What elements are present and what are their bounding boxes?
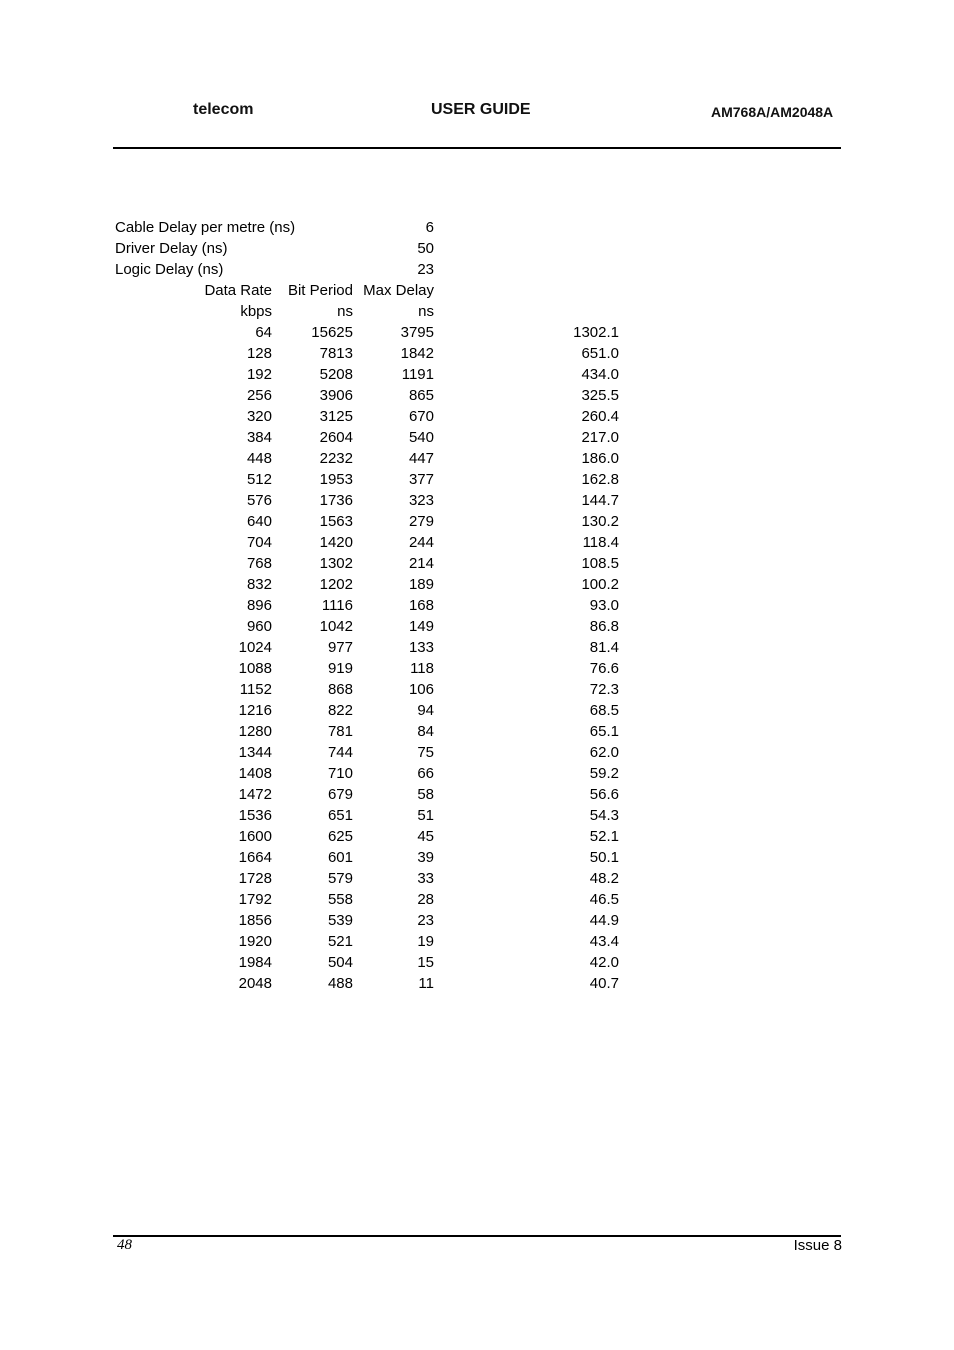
cell-bit-period: 521 <box>327 933 353 950</box>
table-row <box>0 805 954 826</box>
cell-max-delay: 1842 <box>400 345 434 362</box>
cell-data-rate: 1024 <box>238 639 272 656</box>
cell-bit-period: 15625 <box>311 324 353 341</box>
table-row <box>0 385 954 406</box>
cell-data-rate: 640 <box>246 513 272 530</box>
cell-max-length: 50.1 <box>589 849 619 866</box>
cell-max-delay: 133 <box>408 639 434 656</box>
table-row <box>0 868 954 889</box>
cell-max-length: 68.5 <box>589 702 619 719</box>
cell-max-delay: 15 <box>417 954 434 971</box>
cell-bit-period: 822 <box>327 702 353 719</box>
table-row <box>0 784 954 805</box>
cell-bit-period: 2604 <box>319 429 353 446</box>
header-rule <box>113 147 841 149</box>
cell-data-rate: 256 <box>246 387 272 404</box>
table-row <box>0 553 954 574</box>
cell-max-length: 54.3 <box>589 807 619 824</box>
cell-max-delay: 84 <box>417 723 434 740</box>
cell-max-delay: 23 <box>417 912 434 929</box>
cell-bit-period: 3125 <box>319 408 353 425</box>
table-row <box>0 364 954 385</box>
table-row <box>0 448 954 469</box>
footer-rule <box>113 1235 841 1237</box>
cell-max-delay: 45 <box>417 828 434 845</box>
cell-max-delay: 447 <box>408 450 434 467</box>
cell-max-length: 118.4 <box>582 534 619 551</box>
table-row <box>0 910 954 931</box>
cell-max-delay: 3795 <box>400 324 434 341</box>
table-row <box>0 826 954 847</box>
cell-max-delay: 11 <box>418 975 434 992</box>
cell-max-delay: 670 <box>408 408 434 425</box>
table-row <box>0 742 954 763</box>
header-brand: telecom <box>193 101 254 118</box>
cell-max-delay: 279 <box>408 513 434 530</box>
cell-max-delay: 865 <box>408 387 434 404</box>
cell-bit-period: 744 <box>327 744 353 761</box>
cell-max-length: 144.7 <box>581 492 619 509</box>
param-value: 6 <box>425 219 434 236</box>
table-row <box>0 952 954 973</box>
cell-max-length: 434.0 <box>581 366 619 383</box>
cell-bit-period: 781 <box>327 723 353 740</box>
cell-max-delay: 377 <box>408 471 434 488</box>
cell-max-delay: 189 <box>408 576 434 593</box>
cell-bit-period: 3906 <box>319 387 353 404</box>
cell-max-delay: 19 <box>417 933 434 950</box>
cell-data-rate: 192 <box>246 366 272 383</box>
unit-data-rate: kbps <box>240 303 272 320</box>
cell-max-delay: 244 <box>408 534 434 551</box>
cell-bit-period: 1116 <box>321 597 353 614</box>
table-row <box>0 931 954 952</box>
cell-max-length: 162.8 <box>581 471 619 488</box>
column-header-data-rate: Data Rate <box>204 282 272 299</box>
table-row <box>0 343 954 364</box>
cell-data-rate: 1600 <box>238 828 272 845</box>
cell-bit-period: 579 <box>327 870 353 887</box>
cell-bit-period: 625 <box>327 828 353 845</box>
cell-max-delay: 1191 <box>401 366 434 383</box>
cell-bit-period: 2232 <box>319 450 353 467</box>
param-value: 50 <box>417 240 434 257</box>
header-title: USER GUIDE <box>431 101 531 118</box>
cell-max-length: 48.2 <box>589 870 619 887</box>
table-row <box>0 427 954 448</box>
cell-max-length: 186.0 <box>581 450 619 467</box>
cell-data-rate: 512 <box>246 471 272 488</box>
table-row <box>0 595 954 616</box>
table-row <box>0 616 954 637</box>
table-row <box>0 721 954 742</box>
cell-max-delay: 75 <box>417 744 434 761</box>
cell-bit-period: 558 <box>327 891 353 908</box>
cell-data-rate: 64 <box>255 324 272 341</box>
delay-table <box>0 280 954 994</box>
cell-max-delay: 66 <box>417 765 434 782</box>
cell-data-rate: 1280 <box>238 723 272 740</box>
table-row <box>0 490 954 511</box>
column-header-max-delay: Max Delay <box>363 282 434 299</box>
issue-label: Issue 8 <box>793 1237 842 1254</box>
unit-max-delay: ns <box>418 303 434 320</box>
table-row <box>0 637 954 658</box>
cell-max-length: 100.2 <box>581 576 619 593</box>
cell-max-length: 651.0 <box>581 345 619 362</box>
cell-max-length: 56.6 <box>589 786 619 803</box>
cell-max-delay: 33 <box>417 870 434 887</box>
cell-bit-period: 868 <box>327 681 353 698</box>
table-units-row <box>0 301 954 322</box>
cell-bit-period: 977 <box>327 639 353 656</box>
cell-data-rate: 448 <box>246 450 272 467</box>
cell-data-rate: 768 <box>246 555 272 572</box>
cell-data-rate: 576 <box>246 492 272 509</box>
cell-max-length: 52.1 <box>589 828 619 845</box>
cell-max-delay: 168 <box>408 597 434 614</box>
cell-bit-period: 539 <box>327 912 353 929</box>
cell-bit-period: 1563 <box>319 513 353 530</box>
cell-max-delay: 540 <box>408 429 434 446</box>
cell-max-length: 86.8 <box>589 618 619 635</box>
cell-max-length: 325.5 <box>581 387 619 404</box>
cell-bit-period: 1420 <box>319 534 353 551</box>
cell-data-rate: 1344 <box>238 744 272 761</box>
cell-max-length: 42.0 <box>589 954 619 971</box>
cell-max-delay: 214 <box>408 555 434 572</box>
table-row <box>0 322 954 343</box>
cell-max-length: 1302.1 <box>573 324 619 341</box>
table-row <box>0 763 954 784</box>
table-row <box>0 658 954 679</box>
cell-max-length: 130.2 <box>581 513 619 530</box>
cell-data-rate: 1088 <box>238 660 272 677</box>
table-row <box>0 469 954 490</box>
cell-max-length: 72.3 <box>589 681 619 698</box>
cell-bit-period: 710 <box>327 765 353 782</box>
cell-data-rate: 1856 <box>238 912 272 929</box>
table-row <box>0 511 954 532</box>
cell-data-rate: 960 <box>246 618 272 635</box>
table-row <box>0 847 954 868</box>
cell-max-delay: 323 <box>408 492 434 509</box>
cell-data-rate: 832 <box>246 576 272 593</box>
table-row <box>0 889 954 910</box>
unit-bit-period: ns <box>337 303 353 320</box>
cell-max-delay: 58 <box>417 786 434 803</box>
table-row <box>0 679 954 700</box>
cell-max-length: 59.2 <box>589 765 619 782</box>
cell-max-delay: 28 <box>417 891 434 908</box>
param-row <box>115 259 445 280</box>
cell-max-length: 108.5 <box>581 555 619 572</box>
cell-max-length: 62.0 <box>589 744 619 761</box>
cell-bit-period: 601 <box>327 849 353 866</box>
cell-data-rate: 320 <box>246 408 272 425</box>
cell-data-rate: 128 <box>246 345 272 362</box>
header-model: AM768A/AM2048A <box>711 104 834 120</box>
table-row <box>0 406 954 427</box>
cell-bit-period: 1042 <box>319 618 353 635</box>
cell-bit-period: 504 <box>327 954 353 971</box>
cell-max-length: 260.4 <box>581 408 619 425</box>
param-label: Cable Delay per metre (ns) <box>115 219 296 236</box>
cell-bit-period: 1302 <box>319 555 353 572</box>
cell-data-rate: 1920 <box>238 933 272 950</box>
table-row <box>0 700 954 721</box>
cell-bit-period: 651 <box>327 807 353 824</box>
cell-data-rate: 1536 <box>238 807 272 824</box>
table-row <box>0 973 954 994</box>
cell-max-delay: 118 <box>410 660 434 677</box>
cell-max-delay: 51 <box>417 807 434 824</box>
cell-bit-period: 5208 <box>319 366 353 383</box>
cell-data-rate: 1792 <box>238 891 272 908</box>
cell-max-length: 40.7 <box>589 975 619 992</box>
param-row <box>115 217 445 238</box>
param-value: 23 <box>417 261 434 278</box>
cell-max-length: 76.6 <box>589 660 619 677</box>
cell-data-rate: 896 <box>246 597 272 614</box>
cell-data-rate: 384 <box>246 429 272 446</box>
cell-data-rate: 1664 <box>238 849 272 866</box>
cell-max-delay: 149 <box>408 618 434 635</box>
cell-bit-period: 7813 <box>319 345 353 362</box>
cell-data-rate: 1472 <box>238 786 272 803</box>
cell-data-rate: 1728 <box>238 870 272 887</box>
cell-max-length: 93.0 <box>589 597 619 614</box>
cell-bit-period: 919 <box>327 660 353 677</box>
cell-data-rate: 1152 <box>239 681 272 698</box>
cell-data-rate: 1984 <box>238 954 272 971</box>
cell-bit-period: 1736 <box>319 492 353 509</box>
table-row <box>0 532 954 553</box>
cell-max-delay: 94 <box>417 702 434 719</box>
cell-max-delay: 106 <box>408 681 434 698</box>
cell-max-length: 217.0 <box>581 429 619 446</box>
cell-bit-period: 1202 <box>319 576 353 593</box>
param-label: Logic Delay (ns) <box>115 261 224 278</box>
cell-data-rate: 704 <box>246 534 272 551</box>
cell-data-rate: 1408 <box>238 765 272 782</box>
cell-bit-period: 488 <box>327 975 353 992</box>
cell-max-length: 65.1 <box>589 723 619 740</box>
column-header-bit-period: Bit Period <box>287 282 353 299</box>
table-row <box>0 574 954 595</box>
cell-bit-period: 1953 <box>319 471 353 488</box>
table-header-row <box>0 280 954 301</box>
delay-parameters <box>115 217 445 280</box>
cell-max-delay: 39 <box>417 849 434 866</box>
page-number: 48 <box>117 1237 132 1253</box>
cell-bit-period: 679 <box>327 786 353 803</box>
cell-max-length: 46.5 <box>589 891 619 908</box>
cell-max-length: 44.9 <box>589 912 619 929</box>
param-label: Driver Delay (ns) <box>115 240 228 257</box>
param-row <box>115 238 445 259</box>
cell-max-length: 43.4 <box>589 933 619 950</box>
cell-data-rate: 1216 <box>238 702 272 719</box>
cell-max-length: 81.4 <box>589 639 619 656</box>
cell-data-rate: 2048 <box>238 975 272 992</box>
